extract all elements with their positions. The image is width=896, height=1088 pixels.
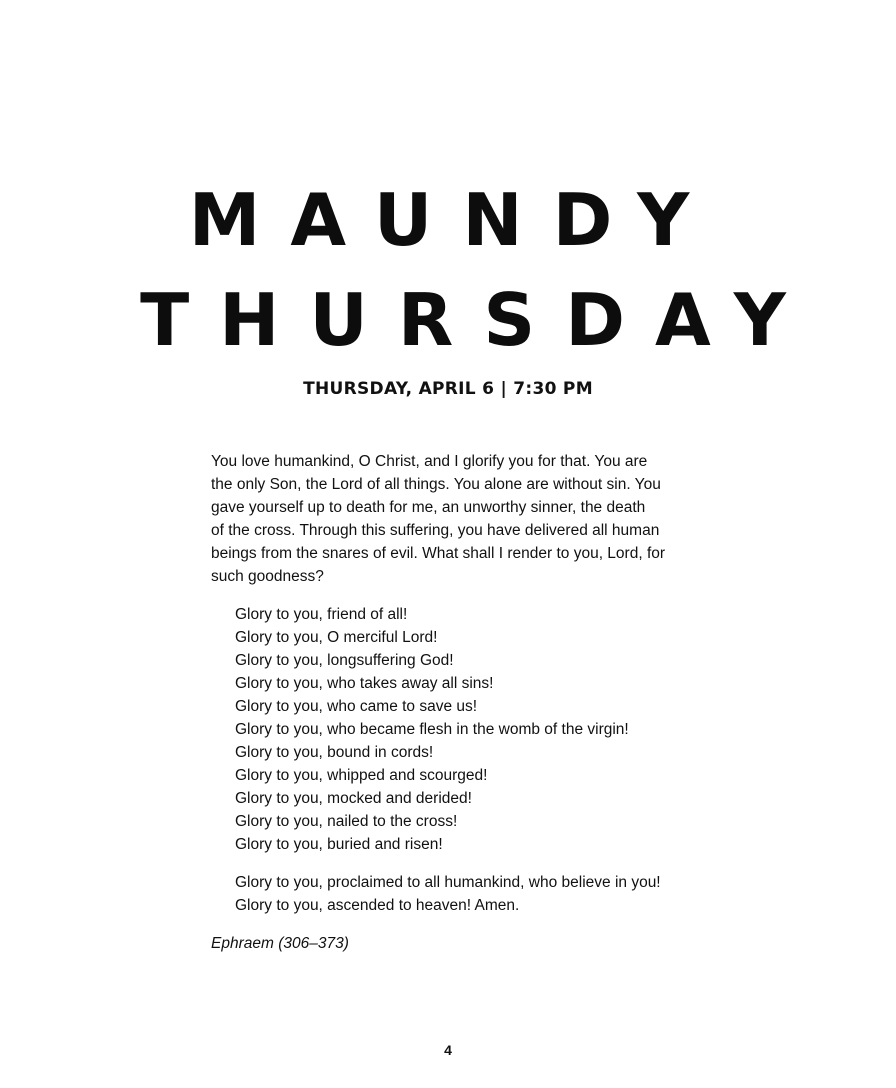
litany-line: Glory to you, who became flesh in the womb of the virgin!: [235, 721, 629, 738]
prayer-attribution: Ephraem (306–373): [211, 935, 349, 952]
litany-line: Glory to you, friend of all!: [235, 606, 408, 623]
page-number: 4: [444, 1042, 452, 1058]
paragraph-line: You love humankind, O Christ, and I glorify you for that. You are: [211, 453, 648, 470]
paragraph-line: beings from the snares of evil. What shall I render to you, Lord, for: [211, 545, 666, 562]
page-title-line-2: THURSDAY: [140, 278, 816, 362]
paragraph-line: such goodness?: [211, 568, 324, 585]
litany-stanza-1: [235, 603, 691, 856]
litany-line: Glory to you, ascended to heaven! Amen.: [235, 897, 520, 914]
litany-line: Glory to you, buried and risen!: [235, 836, 443, 853]
litany-line: Glory to you, longsuffering God!: [235, 652, 454, 669]
litany-line: Glory to you, O merciful Lord!: [235, 629, 438, 646]
litany-stanza-2: [235, 871, 691, 917]
paragraph-line: of the cross. Through this suffering, you have delivered all human: [211, 522, 660, 539]
paragraph-line: gave yourself up to death for me, an unworthy sinner, the death: [211, 499, 646, 516]
litany-line: Glory to you, whipped and scourged!: [235, 767, 488, 784]
litany-line: Glory to you, who takes away all sins!: [235, 675, 494, 692]
litany-line: Glory to you, who came to save us!: [235, 698, 478, 715]
prayer-paragraph: [211, 450, 691, 588]
litany-line: Glory to you, proclaimed to all humankind, who believe in you!: [235, 874, 661, 891]
litany-line: Glory to you, mocked and derided!: [235, 790, 472, 807]
service-date-time: THURSDAY, APRIL 6 | 7:30 PM: [303, 379, 593, 399]
page-title-line-1: MAUNDY: [188, 178, 720, 262]
paragraph-line: the only Son, the Lord of all things. You alone are without sin. You: [211, 476, 661, 493]
litany-line: Glory to you, nailed to the cross!: [235, 813, 458, 830]
prayer-text: [211, 450, 691, 955]
litany-line: Glory to you, bound in cords!: [235, 744, 434, 761]
